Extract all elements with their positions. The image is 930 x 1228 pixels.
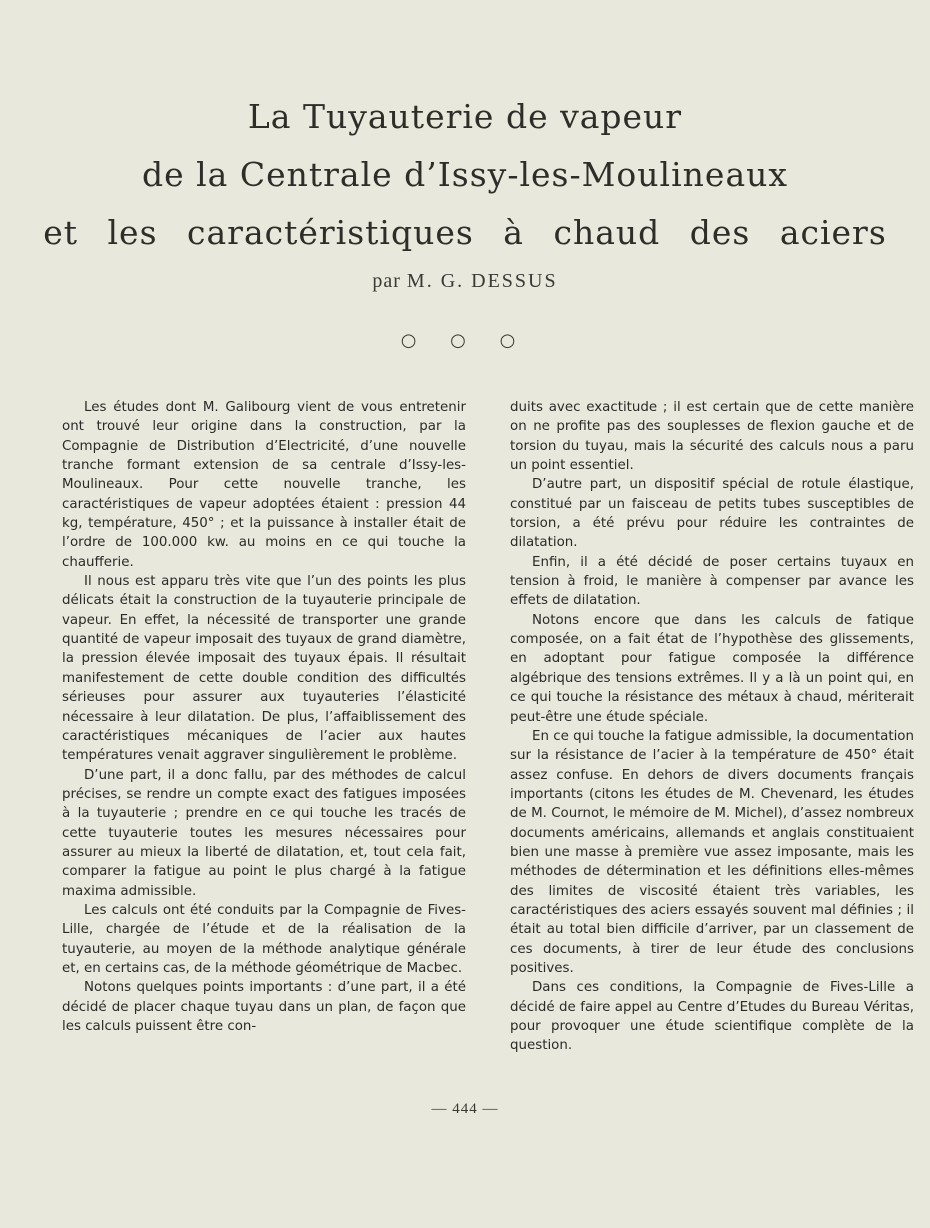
article-heading xyxy=(0,88,930,293)
article-title-line-3: et les caractéristiques à chaud des aciers xyxy=(43,213,887,252)
paragraph: Les calculs ont été conduits par la Compagnie de Fives-Lille, chargée de l’étude et de la réalisation de la tuyauterie, au moyen de la méthode analytique générale et, en certains cas, de la méthode géométrique de Macbec. xyxy=(62,902,466,976)
section-ornament: ○ ○ ○ xyxy=(400,330,530,351)
paragraph: En ce qui touche la fatigue admissible, la documentation sur la résistance de l’acier à la température de 450° était assez confuse. En dehors de divers documents français importants (citons les études de M. Chevenard, les études de M. Cournot, le mémoire de M. Michel), d’assez nombreux documents américains, allemands et anglais constituaient bien une masse à première vue assez imposante, mais les méthodes de détermination et les définitions elles-mêmes des limites de viscosité étaient très variables, les caractéristiques des aciers essayés souvent mal définies ; il était au total bien difficile d’arriver, par un classement de ces documents, à tirer de leur étude des conclusions positives. xyxy=(510,728,914,976)
author-name: M. G. DESSUS xyxy=(406,270,558,292)
paragraph: Dans ces conditions, la Compagnie de Fives-Lille a décidé de faire appel au Centre d’Etudes du Bureau Véritas, pour provoquer une étude scientifique complète de la question. xyxy=(510,980,914,1054)
paragraph: Les études dont M. Galibourg vient de vous entretenir ont trouvé leur origine dans la construction, par la Compagnie de Distribution d’Electricité, d’une nouvelle tranche formant extension de sa centrale d’Issy-les-Moulineaux. Pour cette nouvelle tranche, les caractéristiques de vapeur adoptées étaient : pression 44 kg, température, 450° ; et la puissance à installer était de l’ordre de 100.000 kw. au moins en ce qui touche la chaufferie. xyxy=(62,400,466,570)
paragraph: Notons encore que dans les calculs de fatique composée, on a fait état de l’hypothèse des glissements, en adoptant pour fatigue composée la différence algébrique des tensions extrêmes. Il y a là un point qui, en ce qui touche la résistance des métaux à chaud, mériterait peut-être une étude spéciale. xyxy=(510,612,914,725)
article-title-line-1: La Tuyauterie de vapeur xyxy=(247,97,683,136)
paragraph: D’une part, il a donc fallu, par des méthodes de calcul précises, se rendre un compte exact des fatigues imposées à la tuyauterie ; prendre en ce qui touche les tracés de cette tuyauterie toutes les mesures nécessaires pour assurer au mieux la liberté de dilatation, et, tout cela fait, comparer la fatigue au point le plus chargé à la fatigue maxima admissible. xyxy=(62,767,466,899)
byline xyxy=(0,270,930,293)
right-text-column xyxy=(510,398,914,1056)
article-title-line-2: de la Centrale d’Issy-les-Moulineaux xyxy=(141,155,788,194)
paragraph: Notons quelques points importants : d’une part, il a été décidé de placer chaque tuyau dans un plan, de façon que les calculs puissent être con- xyxy=(62,980,466,1034)
paragraph: Enfin, il a été décidé de poser certains tuyaux en tension à froid, le manière à compenser par avance les effets de dilatation. xyxy=(510,554,914,609)
page-number: — 444 — xyxy=(431,1101,499,1117)
paragraph: D’autre part, un dispositif spécial de rotule élastique, constitué par un faisceau de petits tubes susceptibles de torsion, a été prévu pour réduire les contraintes de dilatation. xyxy=(510,477,914,551)
paragraph-continued: duits avec exactitude ; il est certain que de cette manière on ne profite pas des souplesses de flexion gauche et de torsion du tuyau, mais la sécurité des calculs nous a paru un point essentiel. xyxy=(510,400,914,474)
left-text-column xyxy=(62,398,466,1036)
paragraph: Il nous est apparu très vite que l’un des points les plus délicats était la construction de la tuyauterie principale de vapeur. En effet, la nécessité de transporter une grande quantité de vapeur imposait des tuyaux de grand diamètre, la pression élevée imposait des tuyaux épais. Il résultait manifestement de cette double condition des difficultés sérieuses pour assurer aux tuyauteries l’élasticité nécessaire à leur dilatation. De plus, l’affaiblissement des caractéristiques mécaniques de l’acier aux hautes températures venait aggraver singulièrement le problème. xyxy=(62,574,466,764)
byline-prefix: par xyxy=(372,270,401,292)
